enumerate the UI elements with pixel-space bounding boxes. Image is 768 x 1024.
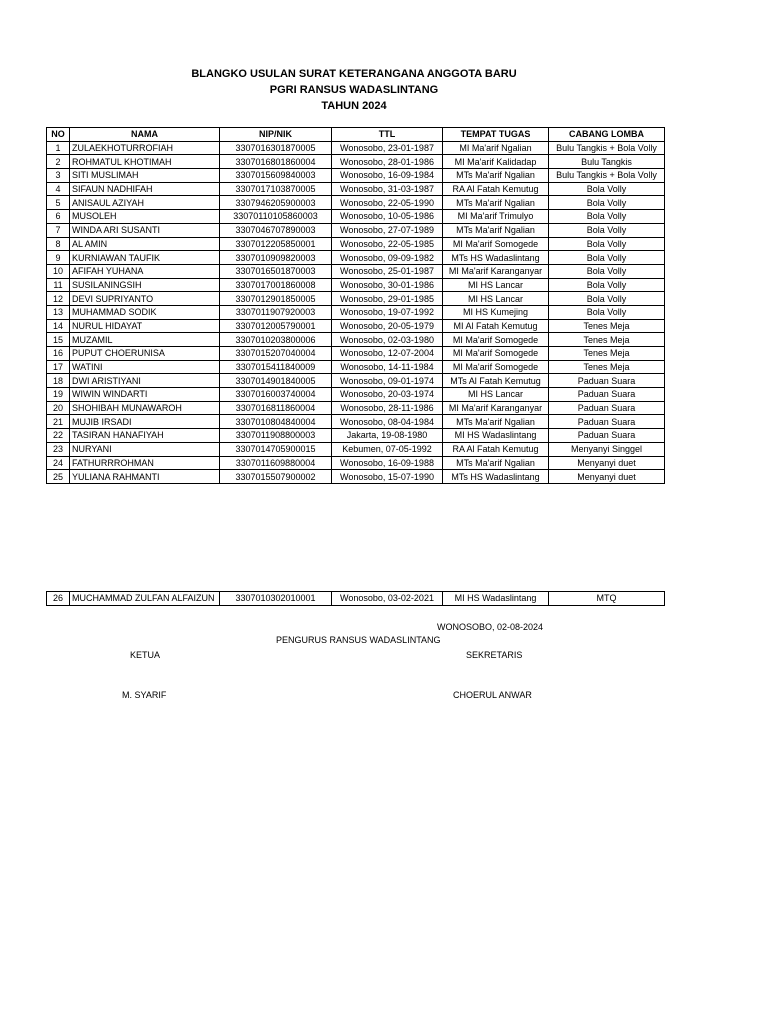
ketua-name: M. SYARIF [122, 690, 167, 700]
header-tempat-tugas: TEMPAT TUGAS [443, 128, 549, 142]
cell-ttl: Wonosobo, 19-07-1992 [332, 305, 443, 319]
organization-name: PENGURUS RANSUS WADASLINTANG [276, 635, 441, 645]
cell-cabang-lomba: Bola Volly [549, 264, 665, 278]
cell-ttl: Wonosobo, 23-01-1987 [332, 141, 443, 155]
cell-nama: FATHURRROHMAN [70, 456, 220, 470]
cell-no: 9 [47, 251, 70, 265]
cell-tempat-tugas: MI HS Lancar [443, 388, 549, 402]
title-line-3: TAHUN 2024 [321, 100, 387, 112]
cell-cabang-lomba: Bola Volly [549, 305, 665, 319]
header-nip-nik: NIP/NIK [220, 128, 332, 142]
table-body [47, 141, 665, 483]
cell-cabang-lomba: Bulu Tangkis + Bola Volly [549, 141, 665, 155]
cell-tempat-tugas: MI Al Fatah Kemutug [443, 319, 549, 333]
cell-nama: WIWIN WINDARTI [70, 388, 220, 402]
cell-tempat-tugas: MTs Al Fatah Kemutug [443, 374, 549, 388]
cell-ttl: Wonosobo, 02-03-1980 [332, 333, 443, 347]
cell-nama: ZULAEKHOTURROFIAH [70, 141, 220, 155]
cell-nama: SITI MUSLIMAH [70, 169, 220, 183]
cell-ttl: Wonosobo, 09-09-1982 [332, 251, 443, 265]
cell-cabang-lomba: Bulu Tangkis + Bola Volly [549, 169, 665, 183]
cell-tempat-tugas: MI Ma'arif Trimulyo [443, 210, 549, 224]
cell-no: 11 [47, 278, 70, 292]
cell-tempat-tugas: MI HS Kumejing [443, 305, 549, 319]
table-row [47, 333, 665, 347]
cell-nip-nik: 3307017103870005 [220, 182, 332, 196]
cell-nama: WATINI [70, 360, 220, 374]
table-row [47, 278, 665, 292]
sekretaris-name: CHOERUL ANWAR [453, 690, 532, 700]
cell-nip-nik: 3307010909820003 [220, 251, 332, 265]
cell-nip-nik: 3307012205850001 [220, 237, 332, 251]
sekretaris-label: SEKRETARIS [466, 650, 523, 660]
cell-nip-nik: 3307016003740004 [220, 388, 332, 402]
cell-no: 17 [47, 360, 70, 374]
cell-nip-nik: 33070110105860003 [220, 210, 332, 224]
cell-cabang-lomba: Tenes Meja [549, 319, 665, 333]
table-row [47, 470, 665, 484]
cell-ttl: Wonosobo, 29-01-1985 [332, 292, 443, 306]
cell-nama: YULIANA RAHMANTI [70, 470, 220, 484]
title-line-2: PGRI RANSUS WADASLINTANG [269, 84, 439, 96]
cell-nip-nik: 3307015207040004 [220, 347, 332, 361]
cell-nama: MUHAMMAD SODIK [70, 305, 220, 319]
table-row [47, 429, 665, 443]
cell-cabang-lomba: Paduan Suara [549, 429, 665, 443]
cell-no: 8 [47, 237, 70, 251]
cell-nip-nik: 3307017001860008 [220, 278, 332, 292]
cell-nama: DWI ARISTIYANI [70, 374, 220, 388]
cell-nama: MUJIB IRSADI [70, 415, 220, 429]
cell-ttl: Wonosobo, 20-05-1979 [332, 319, 443, 333]
cell-cabang-lomba: Menyanyi duet [549, 470, 665, 484]
cell-no: 3 [47, 169, 70, 183]
cell-no: 5 [47, 196, 70, 210]
cell-cabang-lomba: Bulu Tangkis [549, 155, 665, 169]
cell-tempat-tugas: RA Al Fatah Kemutug [443, 442, 549, 456]
cell-no: 7 [47, 223, 70, 237]
ketua-label: KETUA [130, 650, 161, 660]
table-row [47, 210, 665, 224]
cell-cabang-lomba: Bola Volly [549, 182, 665, 196]
cell-cabang-lomba: Bola Volly [549, 196, 665, 210]
cell-no: 15 [47, 333, 70, 347]
cell-nama: NURYANI [70, 442, 220, 456]
header-ttl: TTL [332, 128, 443, 142]
cell-ttl: Wonosobo, 30-01-1986 [332, 278, 443, 292]
cell-no: 16 [47, 347, 70, 361]
cell-cabang-lomba: MTQ [549, 592, 665, 606]
cell-no: 25 [47, 470, 70, 484]
cell-ttl: Wonosobo, 12-07-2004 [332, 347, 443, 361]
cell-no: 12 [47, 292, 70, 306]
cell-nip-nik: 3307010804840004 [220, 415, 332, 429]
cell-ttl: Wonosobo, 15-07-1990 [332, 470, 443, 484]
cell-nama: AFIFAH YUHANA [70, 264, 220, 278]
cell-ttl: Wonosobo, 22-05-1990 [332, 196, 443, 210]
document-title [0, 66, 768, 114]
cell-tempat-tugas: RA Al Fatah Kemutug [443, 182, 549, 196]
cell-tempat-tugas: MI Ma'arif Somogede [443, 347, 549, 361]
table-row [47, 141, 665, 155]
cell-nama: SUSILANINGSIH [70, 278, 220, 292]
cell-cabang-lomba: Bola Volly [549, 210, 665, 224]
cell-cabang-lomba: Bola Volly [549, 278, 665, 292]
cell-nama: DEVI SUPRIYANTO [70, 292, 220, 306]
cell-cabang-lomba: Paduan Suara [549, 388, 665, 402]
member-table [46, 127, 665, 484]
cell-nama: KURNIAWAN TAUFIK [70, 251, 220, 265]
cell-ttl: Wonosobo, 14-11-1984 [332, 360, 443, 374]
cell-cabang-lomba: Menyanyi Singgel [549, 442, 665, 456]
cell-no: 22 [47, 429, 70, 443]
cell-no: 24 [47, 456, 70, 470]
cell-cabang-lomba: Tenes Meja [549, 333, 665, 347]
cell-no: 23 [47, 442, 70, 456]
table-row [47, 182, 665, 196]
cell-nip-nik: 3307011908800003 [220, 429, 332, 443]
table-row [47, 360, 665, 374]
cell-ttl: Wonosobo, 20-03-1974 [332, 388, 443, 402]
cell-nip-nik: 3307014705900015 [220, 442, 332, 456]
table-row [47, 264, 665, 278]
cell-nip-nik: 3307016501870003 [220, 264, 332, 278]
cell-ttl: Wonosobo, 16-09-1988 [332, 456, 443, 470]
table-row [47, 292, 665, 306]
cell-ttl: Wonosobo, 28-01-1986 [332, 155, 443, 169]
table-row [47, 251, 665, 265]
cell-nip-nik: 3307010302010001 [220, 592, 332, 606]
cell-cabang-lomba: Tenes Meja [549, 360, 665, 374]
cell-nama: TASIRAN HANAFIYAH [70, 429, 220, 443]
header-nama: NAMA [70, 128, 220, 142]
cell-nip-nik: 3307011609880004 [220, 456, 332, 470]
cell-nama: SHOHIBAH MUNAWAROH [70, 401, 220, 415]
cell-nama: ROHMATUL KHOTIMAH [70, 155, 220, 169]
cell-cabang-lomba: Bola Volly [549, 251, 665, 265]
cell-no: 1 [47, 141, 70, 155]
cell-nip-nik: 3307010203800006 [220, 333, 332, 347]
header-no: NO [47, 128, 70, 142]
cell-ttl: Wonosobo, 10-05-1986 [332, 210, 443, 224]
cell-no: 2 [47, 155, 70, 169]
cell-nama: AL AMIN [70, 237, 220, 251]
table-row [47, 223, 665, 237]
cell-ttl: Wonosobo, 31-03-1987 [332, 182, 443, 196]
cell-cabang-lomba: Tenes Meja [549, 347, 665, 361]
cell-tempat-tugas: MI Ma'arif Somogede [443, 237, 549, 251]
cell-cabang-lomba: Bola Volly [549, 237, 665, 251]
cell-tempat-tugas: MTs HS Wadaslintang [443, 470, 549, 484]
table-row [47, 237, 665, 251]
cell-tempat-tugas: MTs Ma'arif Ngalian [443, 223, 549, 237]
cell-nip-nik: 3307016811860004 [220, 401, 332, 415]
cell-ttl: Wonosobo, 03-02-2021 [332, 592, 443, 606]
cell-no: 20 [47, 401, 70, 415]
table-row [47, 592, 665, 606]
cell-nama: SIFAUN NADHIFAH [70, 182, 220, 196]
table-row [47, 347, 665, 361]
cell-tempat-tugas: MI Ma'arif Karanganyar [443, 401, 549, 415]
cell-tempat-tugas: MTs Ma'arif Ngalian [443, 169, 549, 183]
table-row [47, 305, 665, 319]
table-row [47, 415, 665, 429]
cell-ttl: Jakarta, 19-08-1980 [332, 429, 443, 443]
cell-no: 18 [47, 374, 70, 388]
cell-nip-nik: 3307015507900002 [220, 470, 332, 484]
cell-tempat-tugas: MI HS Wadaslintang [443, 429, 549, 443]
table-row [47, 196, 665, 210]
cell-no: 6 [47, 210, 70, 224]
extra-member-table [46, 591, 665, 606]
cell-tempat-tugas: MI Ma'arif Somogede [443, 360, 549, 374]
cell-tempat-tugas: MTs HS Wadaslintang [443, 251, 549, 265]
table-row [47, 374, 665, 388]
cell-cabang-lomba: Bola Volly [549, 292, 665, 306]
cell-nip-nik: 3307015609840003 [220, 169, 332, 183]
cell-ttl: Kebumen, 07-05-1992 [332, 442, 443, 456]
cell-nip-nik: 3307016301870005 [220, 141, 332, 155]
cell-ttl: Wonosobo, 28-11-1986 [332, 401, 443, 415]
cell-nama: NURUL HIDAYAT [70, 319, 220, 333]
cell-cabang-lomba: Paduan Suara [549, 401, 665, 415]
cell-no: 19 [47, 388, 70, 402]
cell-nama: ANISAUL AZIYAH [70, 196, 220, 210]
cell-nama: MUSOLEH [70, 210, 220, 224]
cell-tempat-tugas: MTs Ma'arif Ngalian [443, 415, 549, 429]
cell-cabang-lomba: Bola Volly [549, 223, 665, 237]
cell-ttl: Wonosobo, 22-05-1985 [332, 237, 443, 251]
cell-nama: PUPUT CHOERUNISA [70, 347, 220, 361]
cell-tempat-tugas: MI Ma'arif Kalidadap [443, 155, 549, 169]
cell-no: 13 [47, 305, 70, 319]
table-row [47, 401, 665, 415]
table-row [47, 388, 665, 402]
cell-tempat-tugas: MI HS Lancar [443, 292, 549, 306]
cell-nama: MUCHAMMAD ZULFAN ALFAIZUN [70, 592, 220, 606]
cell-no: 10 [47, 264, 70, 278]
cell-nip-nik: 3307946205900003 [220, 196, 332, 210]
cell-ttl: Wonosobo, 09-01-1974 [332, 374, 443, 388]
cell-tempat-tugas: MI HS Lancar [443, 278, 549, 292]
table-header-row [47, 128, 665, 142]
cell-ttl: Wonosobo, 27-07-1989 [332, 223, 443, 237]
table-row [47, 169, 665, 183]
cell-nama: WINDA ARI SUSANTI [70, 223, 220, 237]
cell-nip-nik: 3307015411840009 [220, 360, 332, 374]
cell-cabang-lomba: Paduan Suara [549, 415, 665, 429]
cell-ttl: Wonosobo, 08-04-1984 [332, 415, 443, 429]
cell-no: 14 [47, 319, 70, 333]
cell-cabang-lomba: Menyanyi duet [549, 456, 665, 470]
cell-tempat-tugas: MI Ma'arif Somogede [443, 333, 549, 347]
cell-ttl: Wonosobo, 16-09-1984 [332, 169, 443, 183]
cell-tempat-tugas: MTs Ma'arif Ngalian [443, 196, 549, 210]
cell-nip-nik: 3307014901840005 [220, 374, 332, 388]
cell-tempat-tugas: MI Ma'arif Ngalian [443, 141, 549, 155]
table-row [47, 456, 665, 470]
table-row [47, 319, 665, 333]
table-row [47, 155, 665, 169]
cell-nip-nik: 3307011907920003 [220, 305, 332, 319]
cell-cabang-lomba: Paduan Suara [549, 374, 665, 388]
cell-nama: MUZAMIL [70, 333, 220, 347]
cell-nip-nik: 3307046707890003 [220, 223, 332, 237]
header-cabang-lomba: CABANG LOMBA [549, 128, 665, 142]
cell-nip-nik: 3307012901850005 [220, 292, 332, 306]
cell-ttl: Wonosobo, 25-01-1987 [332, 264, 443, 278]
cell-tempat-tugas: MTs Ma'arif Ngalian [443, 456, 549, 470]
cell-no: 26 [47, 592, 70, 606]
table-row [47, 442, 665, 456]
place-date: WONOSOBO, 02-08-2024 [437, 622, 544, 632]
cell-no: 21 [47, 415, 70, 429]
cell-nip-nik: 3307012005790001 [220, 319, 332, 333]
title-line-1: BLANGKO USULAN SURAT KETERANGANA ANGGOTA BARU [191, 68, 517, 80]
cell-nip-nik: 3307016801860004 [220, 155, 332, 169]
cell-no: 4 [47, 182, 70, 196]
cell-tempat-tugas: MI Ma'arif Karanganyar [443, 264, 549, 278]
cell-tempat-tugas: MI HS Wadaslintang [443, 592, 549, 606]
